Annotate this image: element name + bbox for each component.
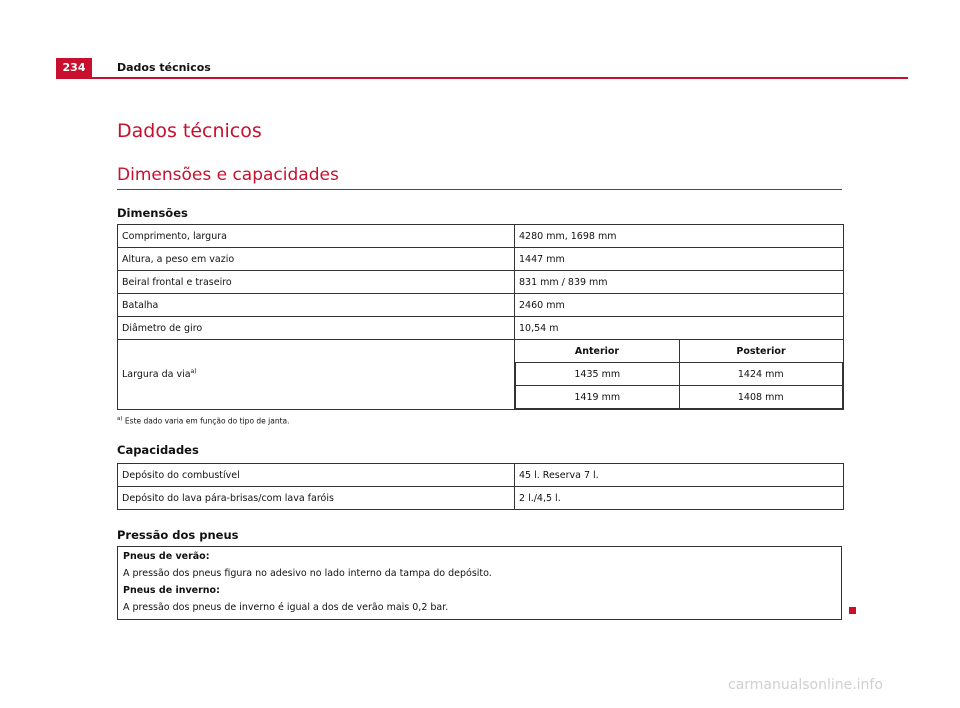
section-title: Dimensões e capacidades [117,165,339,185]
table-row [118,294,844,317]
table-row [118,225,844,248]
track-width-label: Largura da via$^{a)}$ [118,340,515,410]
footnote [117,416,290,426]
row-label: Beiral frontal e traseiro [118,271,515,294]
row-label: Depósito do lava pára-brisas/com lava faróis [118,487,515,510]
capacities-table [117,463,844,510]
row-value: 10,54 m [515,317,844,340]
table-row [118,248,844,271]
running-header-title: Dados técnicos [117,61,211,74]
row-label: Altura, a peso em vazio [118,248,515,271]
winter-tyres-heading: Pneus de inverno: [123,585,220,596]
page-number: 234 [56,58,92,77]
footnote-marker: a) [117,416,123,422]
row-label: Batalha [118,294,515,317]
row-value: 831 mm / 839 mm [515,271,844,294]
row-value: 45 l. Reserva 7 l. [515,464,844,487]
header-rule [56,77,908,79]
table-row [118,487,844,510]
row-value: 2460 mm [515,294,844,317]
end-of-section-marker [849,607,856,614]
track-width-row [118,340,844,410]
rear-track-value: 1424 mm [679,363,843,386]
track-width-subtable [515,340,843,409]
tyre-pressure-heading: Pressão dos pneus [117,528,239,542]
front-column-header: Anterior [516,340,680,363]
capacities-heading: Capacidades [117,443,199,457]
table-row [118,317,844,340]
row-value: 4280 mm, 1698 mm [515,225,844,248]
table-row [118,271,844,294]
dimensions-heading: Dimensões [117,206,188,220]
row-label: Depósito do combustível [118,464,515,487]
table-row [118,464,844,487]
summer-tyres-text: A pressão dos pneus figura no adesivo no lado interno da tampa do depósito. [123,568,492,579]
footnote-text: Este dado varia em função do tipo de janta. [124,416,290,426]
dimensions-table [117,224,844,410]
front-track-value: 1435 mm [516,363,680,386]
winter-tyres-text: A pressão dos pneus de inverno é igual a dos de verão mais 0,2 bar. [123,602,449,613]
footnote-ref: a) [190,368,197,376]
front-track-value: 1419 mm [516,386,680,409]
section-rule [117,189,842,190]
chapter-title: Dados técnicos [117,120,262,142]
watermark: carmanualsonline.info [728,677,883,693]
tyre-pressure-box [117,546,842,620]
rear-column-header: Posterior [679,340,843,363]
rear-track-value: 1408 mm [679,386,843,409]
row-label: Comprimento, largura [118,225,515,248]
summer-tyres-heading: Pneus de verão: [123,551,210,562]
row-label: Diâmetro de giro [118,317,515,340]
row-value: 2 l./4,5 l. [515,487,844,510]
row-value: 1447 mm [515,248,844,271]
